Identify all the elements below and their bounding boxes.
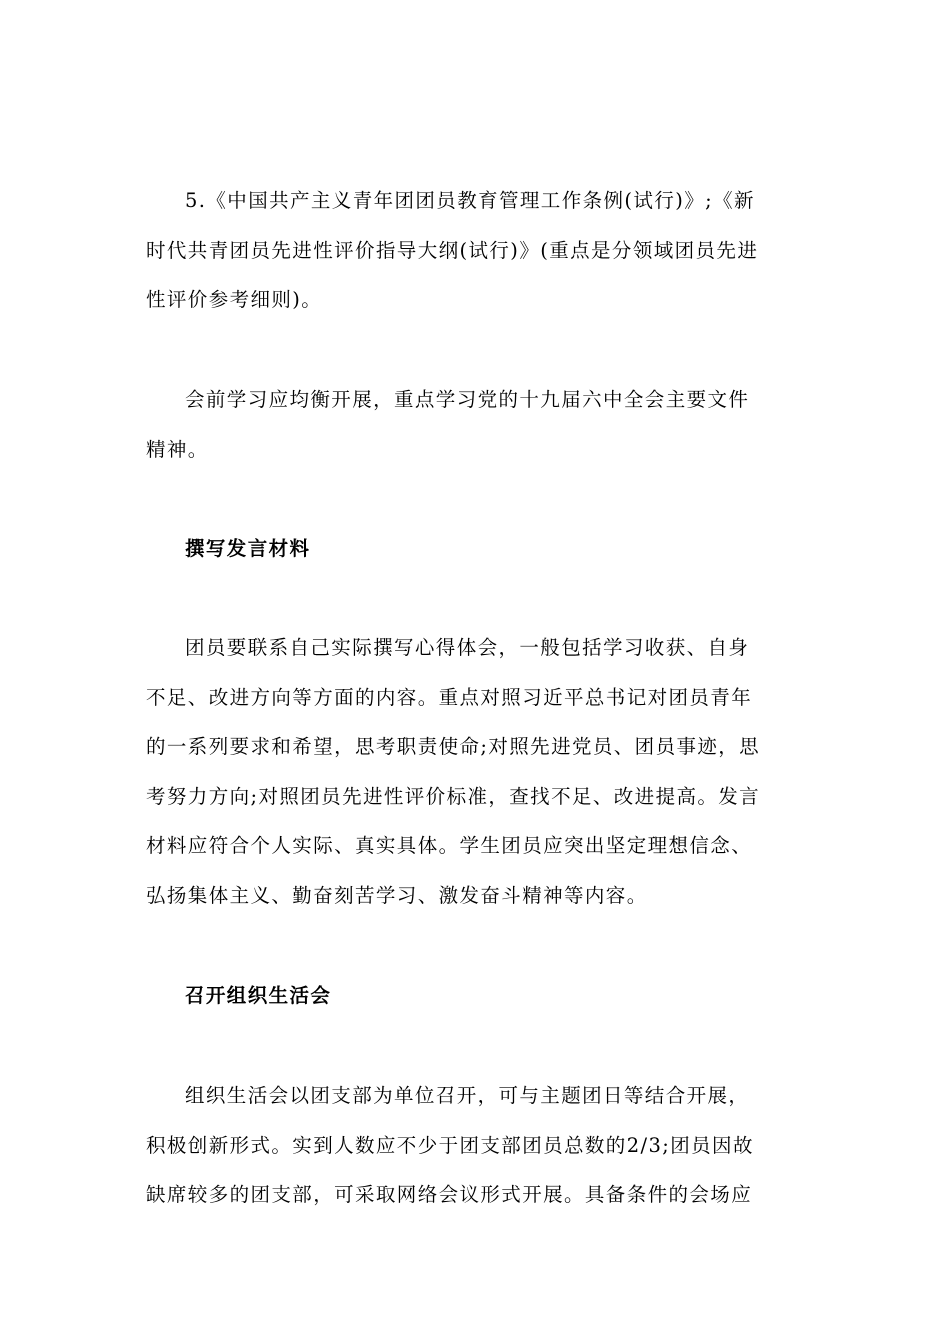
paragraph-line: 弘扬集体主义、勤奋刻苦学习、激发奋斗精神等内容。 xyxy=(146,883,648,907)
paragraph-pre-meeting-study xyxy=(146,375,808,474)
paragraph-line: 精神。 xyxy=(146,437,209,461)
paragraph-study-materials xyxy=(146,176,808,325)
paragraph-line: 材料应符合个人实际、真实具体。学生团员应突出坚定理想信念、 xyxy=(146,834,753,857)
paragraph-line: 的一系列要求和希望，思考职责使命;对照先进党员、团员事迹，思 xyxy=(146,735,761,758)
paragraph-line: 缺席较多的团支部，可采取网络会议形式开展。具备条件的会场应 xyxy=(146,1183,753,1206)
paragraph-line: 团员要联系自己实际撰写心得体会，一般包括学习收获、自身 xyxy=(185,636,750,659)
paragraph-meeting xyxy=(146,1071,808,1220)
paragraph-line: 不足、改进方向等方面的内容。重点对照习近平总书记对团员青年 xyxy=(146,685,753,709)
paragraph-line: 时代共青团员先进性评价指导大纲(试行)》(重点是分领域团员先进 xyxy=(146,238,759,262)
section-heading-meeting: 召开组织生活会 xyxy=(185,984,332,1007)
paragraph-line: 组织生活会以团支部为单位召开，可与主题团日等结合开展， xyxy=(185,1084,750,1107)
paragraph-line: 会前学习应均衡开展，重点学习党的十九届六中全会主要文件 xyxy=(185,388,750,411)
paragraph-writing-materials xyxy=(146,623,808,920)
paragraph-line: 积极创新形式。实到人数应不少于团支部团员总数的2/3;团员因故 xyxy=(146,1133,754,1157)
paragraph-line: 考努力方向;对照团员先进性评价标准，查找不足、改进提高。发言 xyxy=(146,784,761,808)
section-heading-writing: 撰写发言材料 xyxy=(185,537,311,560)
paragraph-line: 5.《中国共产主义青年团团员教育管理工作条例(试行)》;《新 xyxy=(185,189,755,212)
paragraph-line: 性评价参考细则)。 xyxy=(146,288,323,311)
